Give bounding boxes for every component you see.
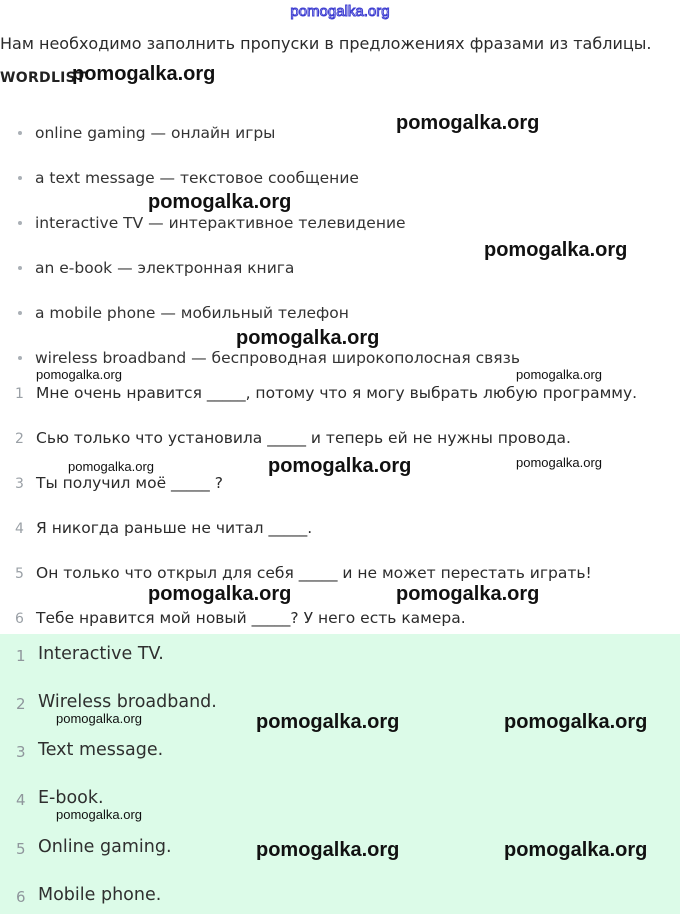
watermark: pomogalka.org <box>68 459 154 474</box>
wordlist-item: wireless broadband — беспроводная широкополосная связь <box>18 349 520 367</box>
watermark: pomogalka.org <box>516 367 602 382</box>
watermark: pomogalka.org <box>56 807 142 822</box>
answer-text: Text message. <box>38 740 164 760</box>
question-number: 3 <box>15 476 24 492</box>
answer-text: E-book. <box>38 788 104 808</box>
watermark: pomogalka.org <box>256 711 400 733</box>
question-text: Сью только что установила _____ и теперь ей не нужны провода. <box>36 429 571 447</box>
bullet-icon <box>18 131 22 135</box>
watermark: pomogalka.org <box>56 711 142 726</box>
question-number: 4 <box>15 521 24 537</box>
bullet-icon <box>18 221 22 225</box>
question-text: Ты получил моё _____ ? <box>36 474 223 492</box>
answer-number: 3 <box>16 743 26 761</box>
question-text: Мне очень нравится _____, потому что я могу выбрать любую программу. <box>36 384 638 402</box>
bullet-icon <box>18 266 22 270</box>
watermark: pomogalka.org <box>236 327 380 349</box>
question-text: Тебе нравится мой новый _____? У него есть камера. <box>36 609 466 627</box>
question-text: Он только что открыл для себя _____ и не может перестать играть! <box>36 564 592 582</box>
watermark: pomogalka.org <box>256 839 400 861</box>
header-watermark: pomogalka.org <box>290 3 390 20</box>
wordlist-item: a mobile phone — мобильный телефон <box>18 304 349 322</box>
bullet-icon <box>18 356 22 360</box>
answer-number: 5 <box>16 840 26 858</box>
question-text: Я никогда раньше не читал _____. <box>36 519 313 537</box>
question-number: 1 <box>15 386 24 402</box>
answers-panel <box>0 634 680 914</box>
watermark: pomogalka.org <box>484 239 628 261</box>
bullet-icon <box>18 311 22 315</box>
answer-text: Online gaming. <box>38 837 172 857</box>
wordlist-item: a text message — текстовое сообщение <box>18 169 359 187</box>
wordlist-heading: WORDLIST <box>0 70 86 86</box>
watermark: pomogalka.org <box>504 711 648 733</box>
wordlist-item: online gaming — онлайн игры <box>18 124 275 142</box>
watermark: pomogalka.org <box>504 839 648 861</box>
answer-text: Interactive TV. <box>38 644 164 664</box>
answer-text: Mobile phone. <box>38 885 162 905</box>
answer-number: 4 <box>16 791 26 809</box>
question-number: 6 <box>15 611 24 627</box>
watermark: pomogalka.org <box>36 367 122 382</box>
watermark: pomogalka.org <box>396 583 540 605</box>
watermark: pomogalka.org <box>148 583 292 605</box>
instruction-text: Нам необходимо заполнить пропуски в предложениях фразами из таблицы. <box>0 34 652 53</box>
answer-number: 6 <box>16 888 26 906</box>
question-number: 2 <box>15 431 24 447</box>
wordlist-item: an e-book — электронная книга <box>18 259 294 277</box>
question-number: 5 <box>15 566 24 582</box>
watermark: pomogalka.org <box>72 63 216 85</box>
watermark: pomogalka.org <box>268 455 412 477</box>
watermark: pomogalka.org <box>516 455 602 470</box>
watermark: pomogalka.org <box>396 112 540 134</box>
watermark: pomogalka.org <box>148 191 292 213</box>
answer-text: Wireless broadband. <box>38 692 217 712</box>
wordlist-item: interactive TV — интерактивное телевидение <box>18 214 406 232</box>
answer-number: 1 <box>16 647 26 665</box>
answer-number: 2 <box>16 695 26 713</box>
bullet-icon <box>18 176 22 180</box>
